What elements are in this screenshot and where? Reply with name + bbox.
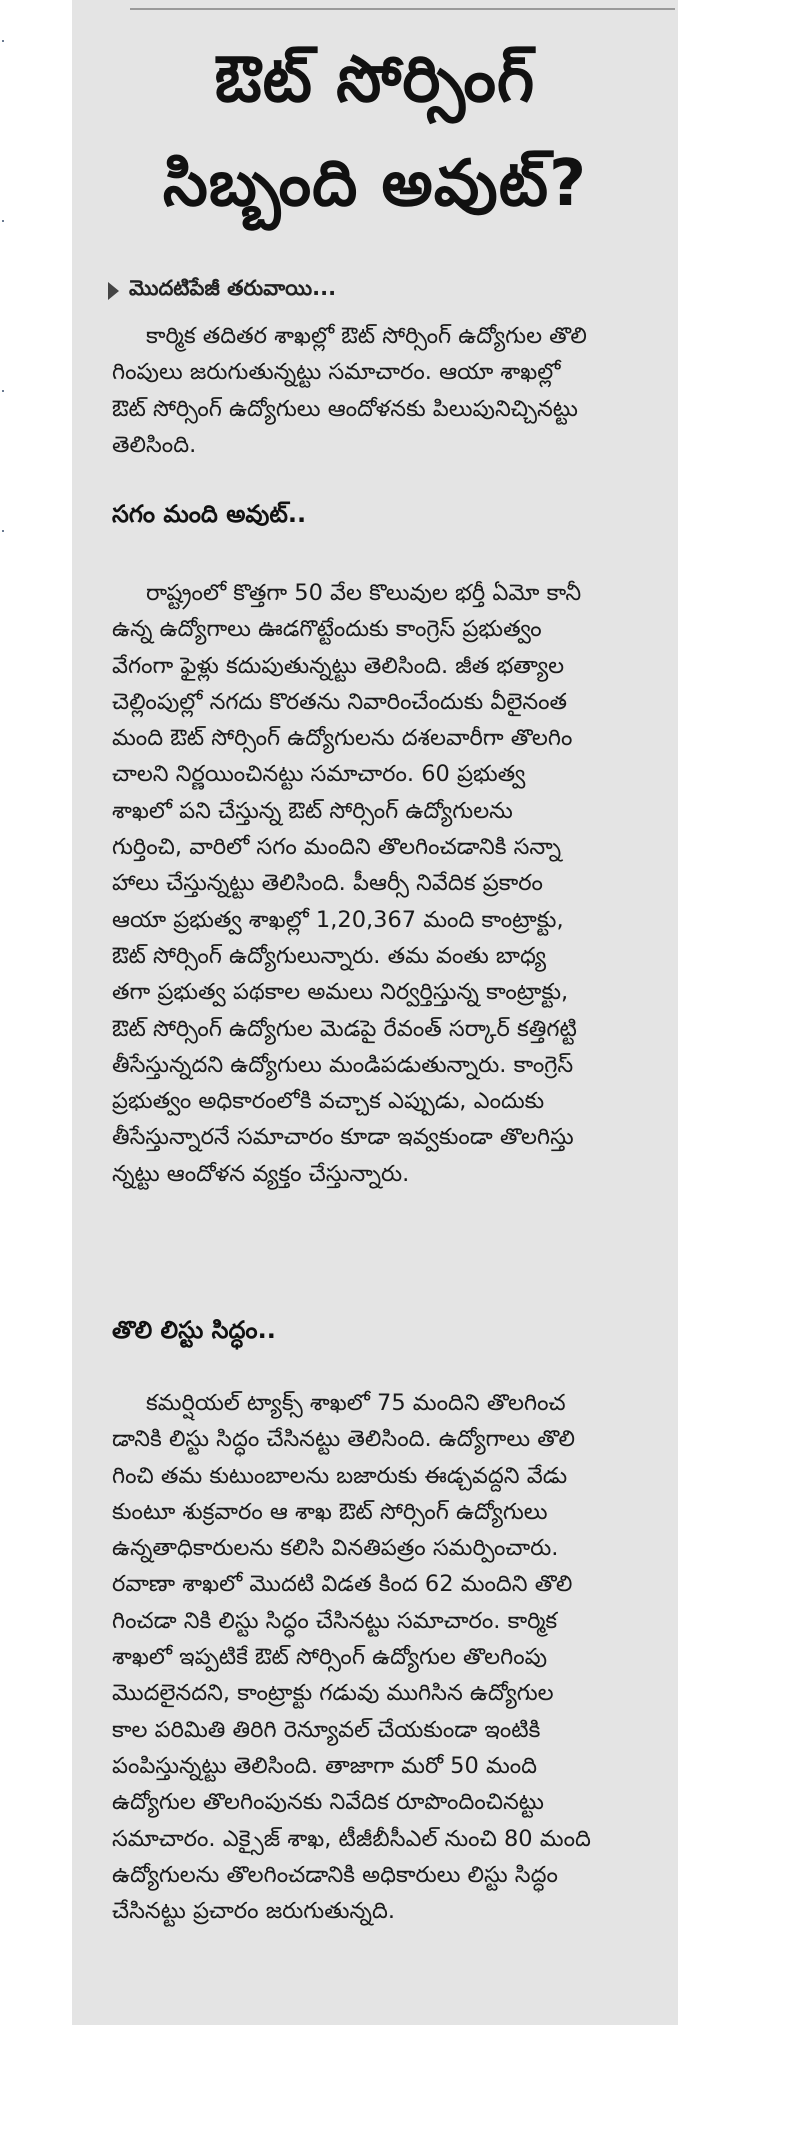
text-line: ఔట్ సోర్సింగ్ ఉద్యోగుల మెడపై రేవంత్ సర్కార్ కత్తిగట్టి [112, 1015, 577, 1042]
text-line: గించడా నికి లిస్టు సిద్ధం చేసినట్టు సమాచారం. కార్మిక [112, 1607, 558, 1634]
text-line: కమర్షియల్ ట్యాక్స్ శాఖలో 75 మందిని తొలగించ [146, 1390, 566, 1416]
text-line: మంది ఔట్ సోర్సింగ్ ఉద్యోగులను దశలవారీగా తొలగిం [112, 725, 573, 752]
text-line: ఉద్యోగుల తొలగింపునకు నివేదిక రూపొందించినట్టు [112, 1789, 544, 1816]
text-line: చేసినట్టు ప్రచారం జరుగుతున్నది. [112, 1898, 395, 1925]
text-line: చాలని నిర్ణయించినట్టు సమాచారం. 60 ప్రభుత్వ [112, 761, 526, 788]
continuation-note [108, 276, 336, 306]
text-line: ఉద్యోగులను తొలగించడానికి అధికారులు లిస్టు సిద్ధం [112, 1861, 558, 1888]
text-line: కుంటూ శుక్రవారం ఆ శాఖ ఔట్ సోర్సింగ్ ఉద్యోగులు [112, 1498, 548, 1525]
text-line: ఔట్ సోర్సింగ్ ఉద్యోగులున్నారు. తమ వంతు బాధ్య [112, 942, 547, 969]
text-line: సమాచారం. ఎక్సైజ్ శాఖ, టీజీబీసీఎల్ నుంచి 80 మంది [112, 1825, 591, 1852]
text-line: ఉన్నతాధికారులను కలిసి వినతిపత్రం సమర్పించారు. [112, 1535, 559, 1562]
paragraph-half-out [112, 575, 652, 1192]
text-line: గింపులు జరుగుతున్నట్టు సమాచారం. ఆయా శాఖల్లో [112, 359, 561, 386]
margin-mark [2, 40, 4, 42]
headline-line-1: ఔట్ సోర్సింగ్ [214, 43, 536, 117]
subheading-half-out: సగం మంది అవుట్.. [112, 500, 307, 528]
text-line: తగా ప్రభుత్వ పథకాల అమలు నిర్వర్తిస్తున్న కాంట్రాక్టు, [112, 979, 569, 1006]
text-line: మొదలైనదని, కాంట్రాక్టు గడువు ముగిసిన ఉద్యోగుల [112, 1680, 554, 1707]
subheading-first-list: తొలి లిస్టు సిద్ధం.. [112, 1316, 276, 1344]
text-line: ఆయా ప్రభుత్వ శాఖల్లో 1,20,367 మంది కాంట్రాక్టు, [112, 906, 564, 933]
text-line: రవాణా శాఖలో మొదటి విడత కింద 62 మందిని తొలి [112, 1571, 573, 1598]
margin-mark [2, 530, 4, 532]
top-rule [130, 8, 675, 10]
text-line: చెల్లింపుల్లో నగదు కొరతను నివారించేందుకు వీలైనంత [112, 688, 568, 715]
text-line: ఉన్న ఉద్యోగాలు ఊడగొట్టేందుకు కాంగ్రెస్ ప్రభుత్వం [112, 616, 542, 643]
text-line: తీసేస్తున్నదని ఉద్యోగులు మండిపడుతున్నారు. కాంగ్రెస్ [112, 1051, 574, 1078]
margin-mark [2, 220, 4, 222]
paragraph-intro [112, 318, 652, 463]
text-line: వేగంగా ఫైళ్లు కదుపుతున్నట్టు తెలిసింది. జీత భత్యాల [112, 652, 565, 679]
headline-line-2: సిబ్బంది అవుట్? [162, 147, 588, 221]
text-line: హాలు చేస్తున్నట్టు తెలిసింది. పీఆర్సీ నివేదిక ప్రకారం [112, 870, 543, 897]
margin-mark [2, 390, 4, 392]
text-line: న్నట్టు ఆందోళన వ్యక్తం చేస్తున్నారు. [112, 1160, 410, 1187]
text-line: తెలిసింది. [112, 431, 197, 458]
text-line: డానికి లిస్టు సిద్ధం చేసినట్టు తెలిసింది. ఉద్యోగాలు తొలి [112, 1426, 575, 1453]
text-line: శాఖలో పని చేస్తున్న ఔట్ సోర్సింగ్ ఉద్యోగులను [112, 797, 513, 824]
text-line: కాల పరిమితి తిరిగి రెన్యూవల్ చేయకుండా ఇంటికి [112, 1716, 541, 1743]
continuation-text: మొదటిపేజీ తరువాయి... [129, 276, 337, 300]
text-line: గుర్తించి, వారిలో సగం మందిని తొలగించడానికి సన్నా [112, 834, 562, 861]
text-line: పంపిస్తున్నట్టు తెలిసింది. తాజాగా మరో 50 మంది [112, 1752, 538, 1779]
chevron-right-icon [108, 282, 119, 300]
text-line: ఔట్ సోర్సింగ్ ఉద్యోగులు ఆందోళనకు పిలుపునిచ్చినట్టు [112, 395, 578, 422]
text-line: ప్రభుత్వం అధికారంలోకి వచ్చాక ఎప్పుడు, ఎందుకు [112, 1088, 545, 1115]
page-margin [0, 0, 72, 2139]
text-line: రాష్ట్రంలో కొత్తగా 50 వేల కొలువుల భర్తీ ఏమో కానీ [146, 580, 582, 606]
text-line: కార్మిక తదితర శాఖల్లో ఔట్ సోర్సింగ్ ఉద్యోగుల తొలి [146, 323, 587, 349]
text-line: శాఖలో ఇప్పటికే ఔట్ సోర్సింగ్ ఉద్యోగుల తొలగింపు [112, 1644, 548, 1671]
text-line: తీసేస్తున్నారనే సమాచారం కూడా ఇవ్వకుండా తొలగిస్తు [112, 1124, 574, 1151]
paragraph-first-list [112, 1385, 652, 1929]
text-line: గించి తమ కుటుంబాలను బజారుకు ఈడ్చవద్దని వేడు [112, 1462, 568, 1489]
